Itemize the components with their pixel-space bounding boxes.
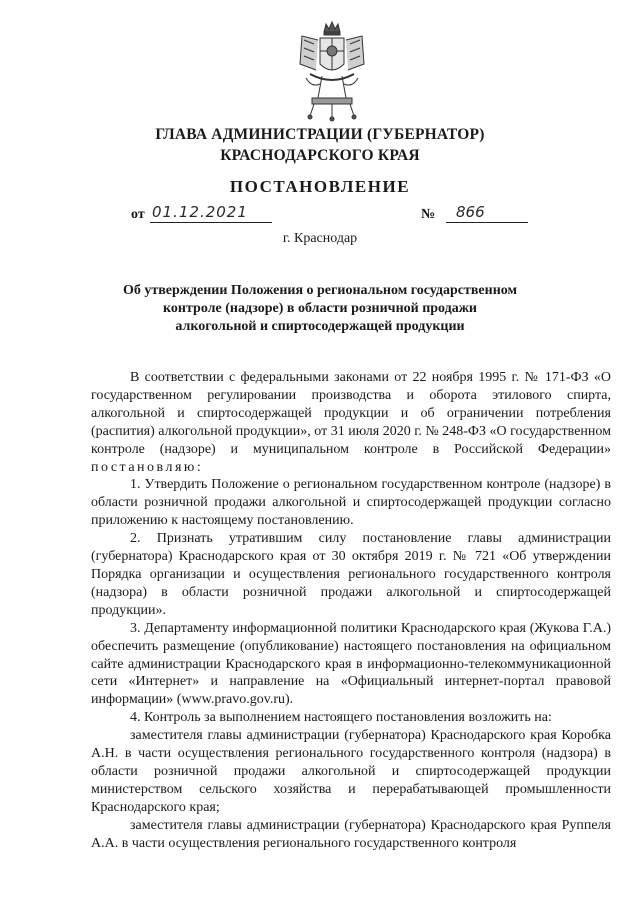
date-underline bbox=[150, 222, 272, 223]
number-prefix: № bbox=[421, 207, 436, 222]
paragraph-item-1: 1. Утвердить Положение о региональном государственном контроле (надзоре) в области розничной продажи алкогольной и спиртосодержащей продукции согласно приложению к настоящему постановлению. bbox=[91, 477, 611, 529]
document-city: г. Краснодар bbox=[282, 231, 358, 246]
coat-of-arms-emblem bbox=[292, 18, 372, 122]
paragraph-item-3: 3. Департаменту информационной политики Краснодарского края (Жукова Г.А.) обеспечить размещение (опубликование) настоящего постановления на официальном сайте администрации Краснодарского края в информационно-телекоммуникационной сети «Интернет» и направление на «Официальный интернет-портал правовой информации» (www.pravo.gov.ru). bbox=[91, 620, 611, 708]
document-type: ПОСТАНОВЛЕНИЕ bbox=[229, 177, 411, 196]
paragraph-item-4: 4. Контроль за выполнением настоящего постановления возложить на: bbox=[130, 710, 552, 726]
preamble-resolution-word: постановляю: bbox=[91, 459, 204, 475]
paragraph-item-4-sub-2: заместителя главы администрации (губернатора) Краснодарского края Руппеля А.А. в части осуществления регионального государственного контроля bbox=[91, 817, 611, 851]
number-underline bbox=[446, 222, 528, 223]
document-number: 866 bbox=[456, 203, 485, 221]
title-line-1: Об утверждении Положения о региональном государственном bbox=[122, 283, 518, 298]
document-body bbox=[91, 369, 611, 852]
paragraph-item-4-sub-1: заместителя главы администрации (губернатора) Краснодарского края Коробка А.Н. в части осуществления регионального государственного контроля (надзора) в области розничной продажи алкогольной и спиртосодержащей продукции министерством сельского хозяйства и перерабатывающей промышленности Краснодарского края; bbox=[91, 728, 611, 815]
date-prefix: от bbox=[131, 207, 145, 222]
title-line-2: контроле (надзоре) в области розничной продажи bbox=[163, 301, 477, 316]
issuer-line-1: ГЛАВА АДМИНИСТРАЦИИ (ГУБЕРНАТОР) bbox=[155, 126, 485, 143]
paragraph-item-2: 2. Признать утратившим силу постановление главы администрации (губернатора) Краснодарского края от 30 октября 2019 г. № 721 «Об утверждении Порядка организации и осуществления регионального государственного контроля (надзора) в области розничной продажи алкогольной и спиртосодержащей продукции». bbox=[91, 531, 611, 618]
preamble-text: В соответствии с федеральными законами от 22 ноября 1995 г. № 171-ФЗ «О государственном регулировании производства и оборота этилового спирта, алкогольной и спиртосодержащей продукции и об ограничении потребления (распития) алкогольной продукции», от 31 июля 2020 г. № 248-ФЗ «О государственном контроле (надзоре) и муниципальном контроле в Российской Федерации» bbox=[91, 370, 611, 457]
title-line-3: алкогольной и спиртосодержащей продукции bbox=[175, 319, 465, 334]
issuer-line-2: КРАСНОДАРСКОГО КРАЯ bbox=[220, 147, 420, 164]
paragraph-preamble bbox=[91, 369, 611, 476]
document-date: 01.12.2021 bbox=[152, 203, 248, 221]
